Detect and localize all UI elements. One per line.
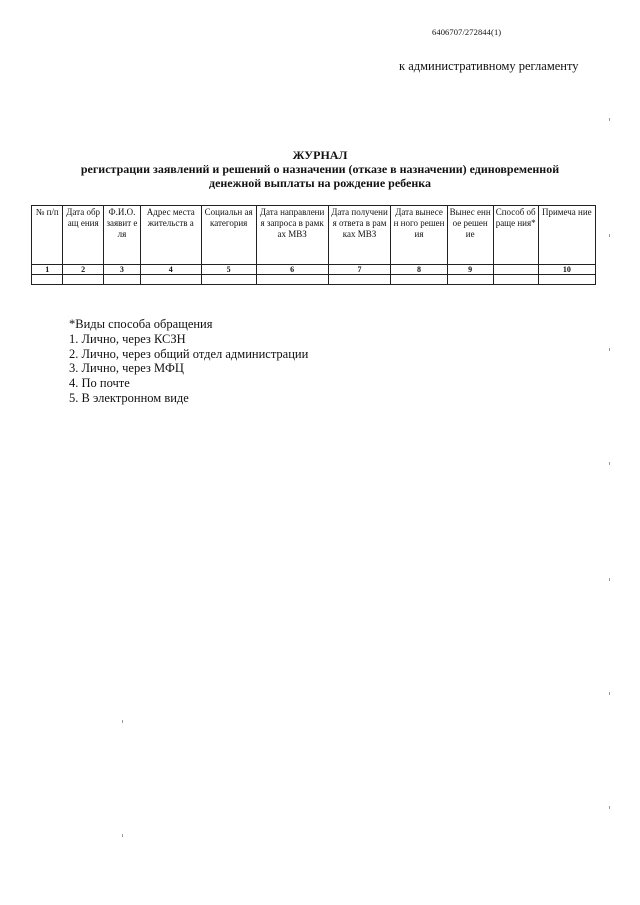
header-decision-date: Дата вынесен ного решения [391,206,447,265]
table-header-row [32,206,596,265]
table-cell [103,275,140,285]
header-applicant-name: Ф.И.О. заявит еля [103,206,140,265]
column-number: 1 [32,265,63,275]
note-item: 3. Лично, через МФЦ [69,361,184,376]
column-number: 10 [538,265,595,275]
column-number: 2 [63,265,103,275]
journal-table [31,205,596,285]
header-request-method: Способ обраще ния* [493,206,538,265]
note-item: 4. По почте [69,376,130,391]
scan-mark [122,720,123,723]
table-cell [493,275,538,285]
table-cell [140,275,201,285]
table-cell [391,275,447,285]
scan-mark [609,806,610,809]
table-cell [328,275,391,285]
title-line-2: регистрации заявлений и решений о назначении (отказе в назначении) единовременной [80,162,560,176]
table-cell [201,275,256,285]
header-request-sent-date: Дата направлени я запроса в рамках МВЗ [256,206,328,265]
note-item: 1. Лично, через КСЗН [69,331,186,346]
table-cell [538,275,595,285]
column-number: 8 [391,265,447,275]
journal-title [0,148,640,190]
header-decision: Вынес енное решен ие [447,206,493,265]
scan-mark [609,462,610,465]
header-request-date: Дата обращ ения [63,206,103,265]
request-methods-notes [69,317,308,406]
table-cell [256,275,328,285]
column-number: 9 [447,265,493,275]
document-number: 6406707/272844(1) [432,27,502,37]
column-number: 4 [140,265,201,275]
column-number: 5 [201,265,256,275]
header-social-category: Социальн ая категория [201,206,256,265]
header-number: № п/п [32,206,63,265]
scan-mark [609,348,610,351]
note-item: 5. В электронном виде [69,390,189,405]
title-line-3: денежной выплаты на рождение ребенка [209,176,431,190]
header-response-date: Дата получения ответа в рамках МВЗ [328,206,391,265]
notes-title: *Виды способа обращения [69,317,213,331]
scan-mark [609,234,610,237]
reglament-reference: к административному регламенту [399,59,579,73]
header-note: Примеча ние [538,206,595,265]
note-item: 2. Лично, через общий отдел администрации [69,346,309,361]
scan-mark [609,692,610,695]
table-cell [63,275,103,285]
column-number [493,265,538,275]
scan-mark [122,834,123,837]
column-number: 3 [103,265,140,275]
table-row [32,275,596,285]
column-number: 6 [256,265,328,275]
scan-mark [609,118,610,121]
table-cell [447,275,493,285]
header-address: Адрес места жительств а [140,206,201,265]
table-cell [32,275,63,285]
title-line-1: ЖУРНАЛ [292,148,348,162]
table-number-row [32,265,596,275]
column-number: 7 [328,265,391,275]
scan-mark [609,578,610,581]
